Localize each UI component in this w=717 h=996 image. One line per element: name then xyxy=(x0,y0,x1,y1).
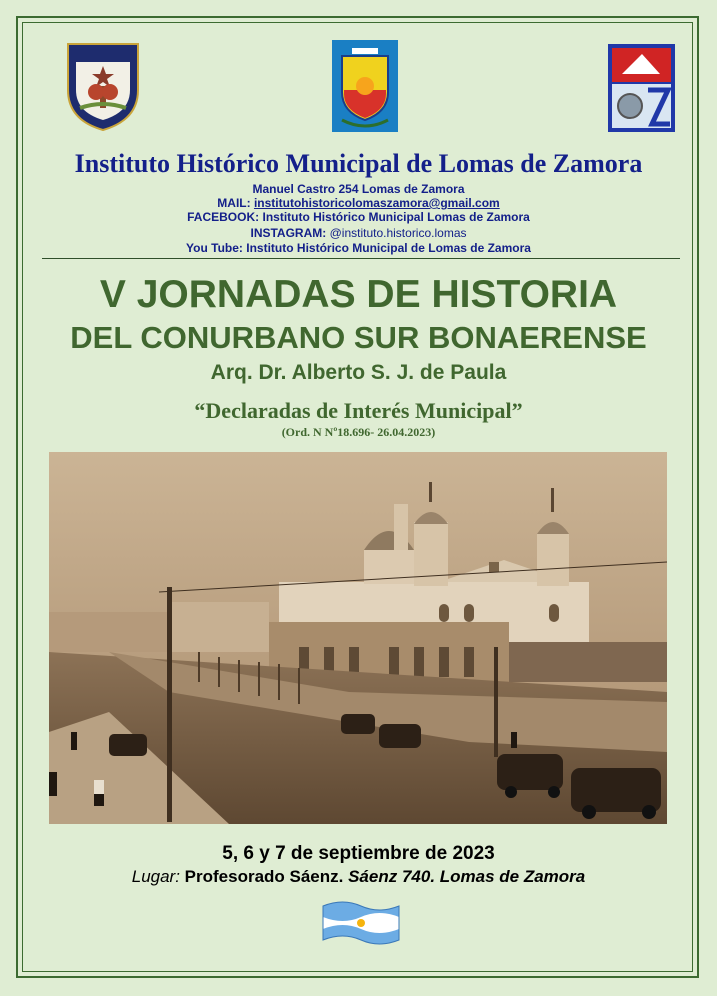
place-name: Profesorado Sáenz. xyxy=(179,867,344,886)
address-line: Manuel Castro 254 Lomas de Zamora xyxy=(252,182,465,196)
instagram-line xyxy=(0,226,717,240)
historic-church-photo xyxy=(49,452,667,824)
saenz-shield-logo xyxy=(66,42,140,132)
facebook-label: FACEBOOK: xyxy=(187,210,263,224)
event-title-line2: DEL CONURBANO SUR BONAERENSE xyxy=(70,320,647,355)
mail-label: MAIL: xyxy=(217,196,254,210)
instagram-value: @instituto.historico.lomas xyxy=(329,226,467,240)
youtube-value: Instituto Histórico Municipal de Lomas de Zamora xyxy=(246,241,531,255)
institution-emblem-logo xyxy=(608,44,675,132)
header-divider xyxy=(42,258,680,259)
place-address: Sáenz 740. Lomas de Zamora xyxy=(343,867,586,886)
ordinance-reference: (Ord. N Nº18.696- 26.04.2023) xyxy=(281,425,436,439)
ihmlz-coat-of-arms-logo xyxy=(332,40,398,132)
argentina-flag-icon xyxy=(321,898,401,948)
place-label: Lugar: xyxy=(131,867,180,886)
institute-name-title: Instituto Histórico Municipal de Lomas de Zamora xyxy=(74,149,643,178)
mail-link[interactable]: institutohistoricolomaszamora@gmail.com xyxy=(253,196,500,210)
instagram-label: INSTAGRAM: xyxy=(250,226,330,240)
youtube-line xyxy=(0,241,717,255)
event-title-line1: V JORNADAS DE HISTORIA xyxy=(99,273,618,316)
declared-interest: “Declaradas de Interés Municipal” xyxy=(194,398,523,423)
youtube-label: You Tube: xyxy=(186,241,247,255)
event-date: 5, 6 y 7 de septiembre de 2023 xyxy=(222,843,495,864)
facebook-line xyxy=(0,210,717,224)
mail-line xyxy=(0,196,717,210)
event-place xyxy=(0,867,717,887)
facebook-value: Instituto Histórico Municipal Lomas de Zamora xyxy=(262,210,530,224)
honoree-name: Arq. Dr. Alberto S. J. de Paula xyxy=(210,361,507,384)
